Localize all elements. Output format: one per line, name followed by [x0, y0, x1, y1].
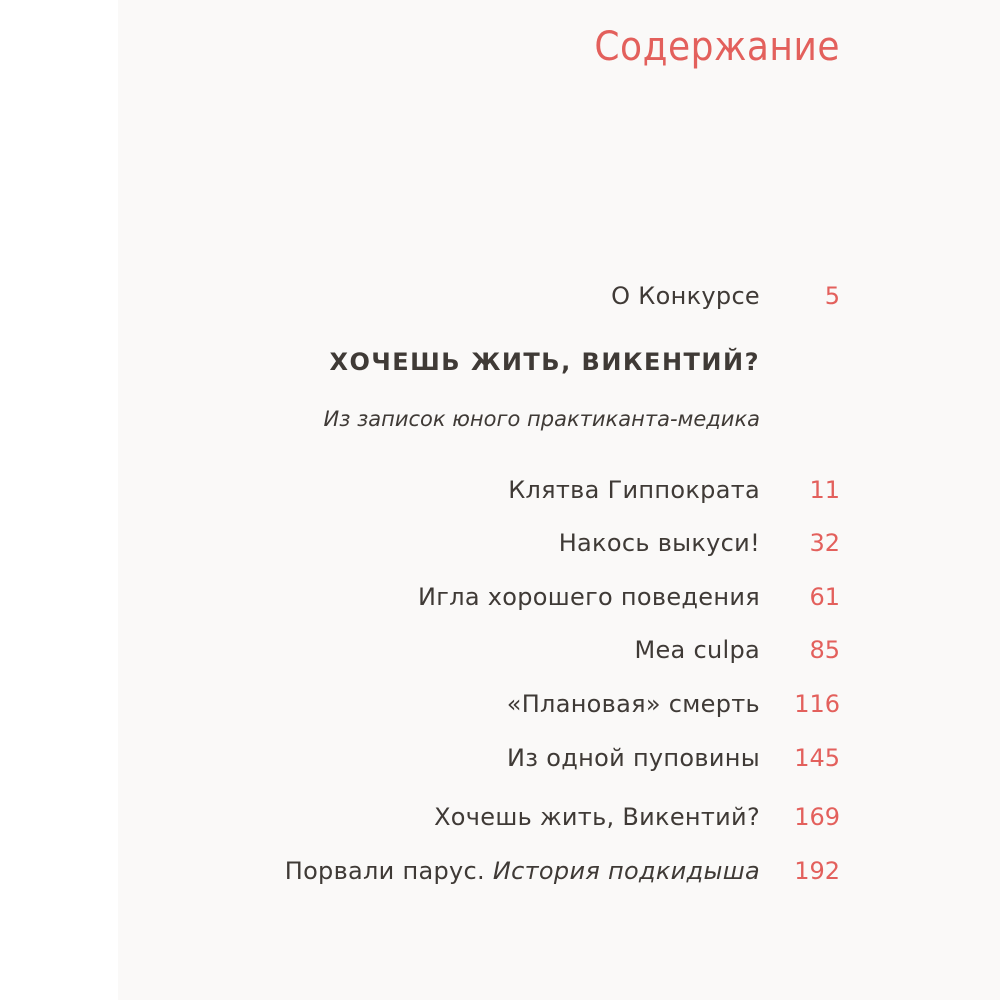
- toc-entry-page: 5: [824, 282, 840, 310]
- toc-row: [0, 470, 1000, 510]
- toc-entry-label: Mea culpa: [634, 636, 760, 664]
- toc-row-intro: [0, 276, 1000, 316]
- toc-row: [0, 523, 1000, 563]
- toc-entry-page: 11: [809, 476, 840, 504]
- toc-row: [0, 684, 1000, 724]
- toc-entry-label: О Конкурсе: [611, 282, 760, 310]
- toc-row: [0, 738, 1000, 778]
- toc-entry-page: 192: [794, 857, 840, 885]
- toc-entry-page: 169: [794, 803, 840, 831]
- toc-entry-page: 85: [809, 636, 840, 664]
- toc-entry-label-plain: Порвали парус.: [284, 857, 485, 885]
- toc-row: [0, 630, 1000, 670]
- toc-entry-label: Из одной пуповины: [507, 744, 760, 772]
- toc-row: [0, 577, 1000, 617]
- section-subtitle: Из записок юного практиканта-медика: [323, 407, 760, 431]
- toc-entry-label-italic: История подкидыша: [492, 857, 760, 885]
- toc-entry-label: Клятва Гиппократа: [508, 476, 760, 504]
- toc-entry-label: Игла хорошего поведения: [418, 583, 760, 611]
- toc-entry-page: 32: [809, 529, 840, 557]
- toc-row-last: [0, 851, 1000, 891]
- toc-row: [0, 797, 1000, 837]
- toc-entry-page: 145: [794, 744, 840, 772]
- toc-entry-label: Накось выкуси!: [558, 529, 760, 557]
- toc-entry-label: «Плановая» смерть: [506, 690, 760, 718]
- toc-entry-page: 116: [794, 690, 840, 718]
- page-title: Содержание: [594, 24, 840, 70]
- toc-entry-label: [285, 851, 760, 891]
- toc-entry-page: 61: [809, 583, 840, 611]
- section-title: ХОЧЕШЬ ЖИТЬ, ВИКЕНТИЙ?: [329, 348, 760, 376]
- toc-entry-label: Хочешь жить, Викентий?: [434, 803, 760, 831]
